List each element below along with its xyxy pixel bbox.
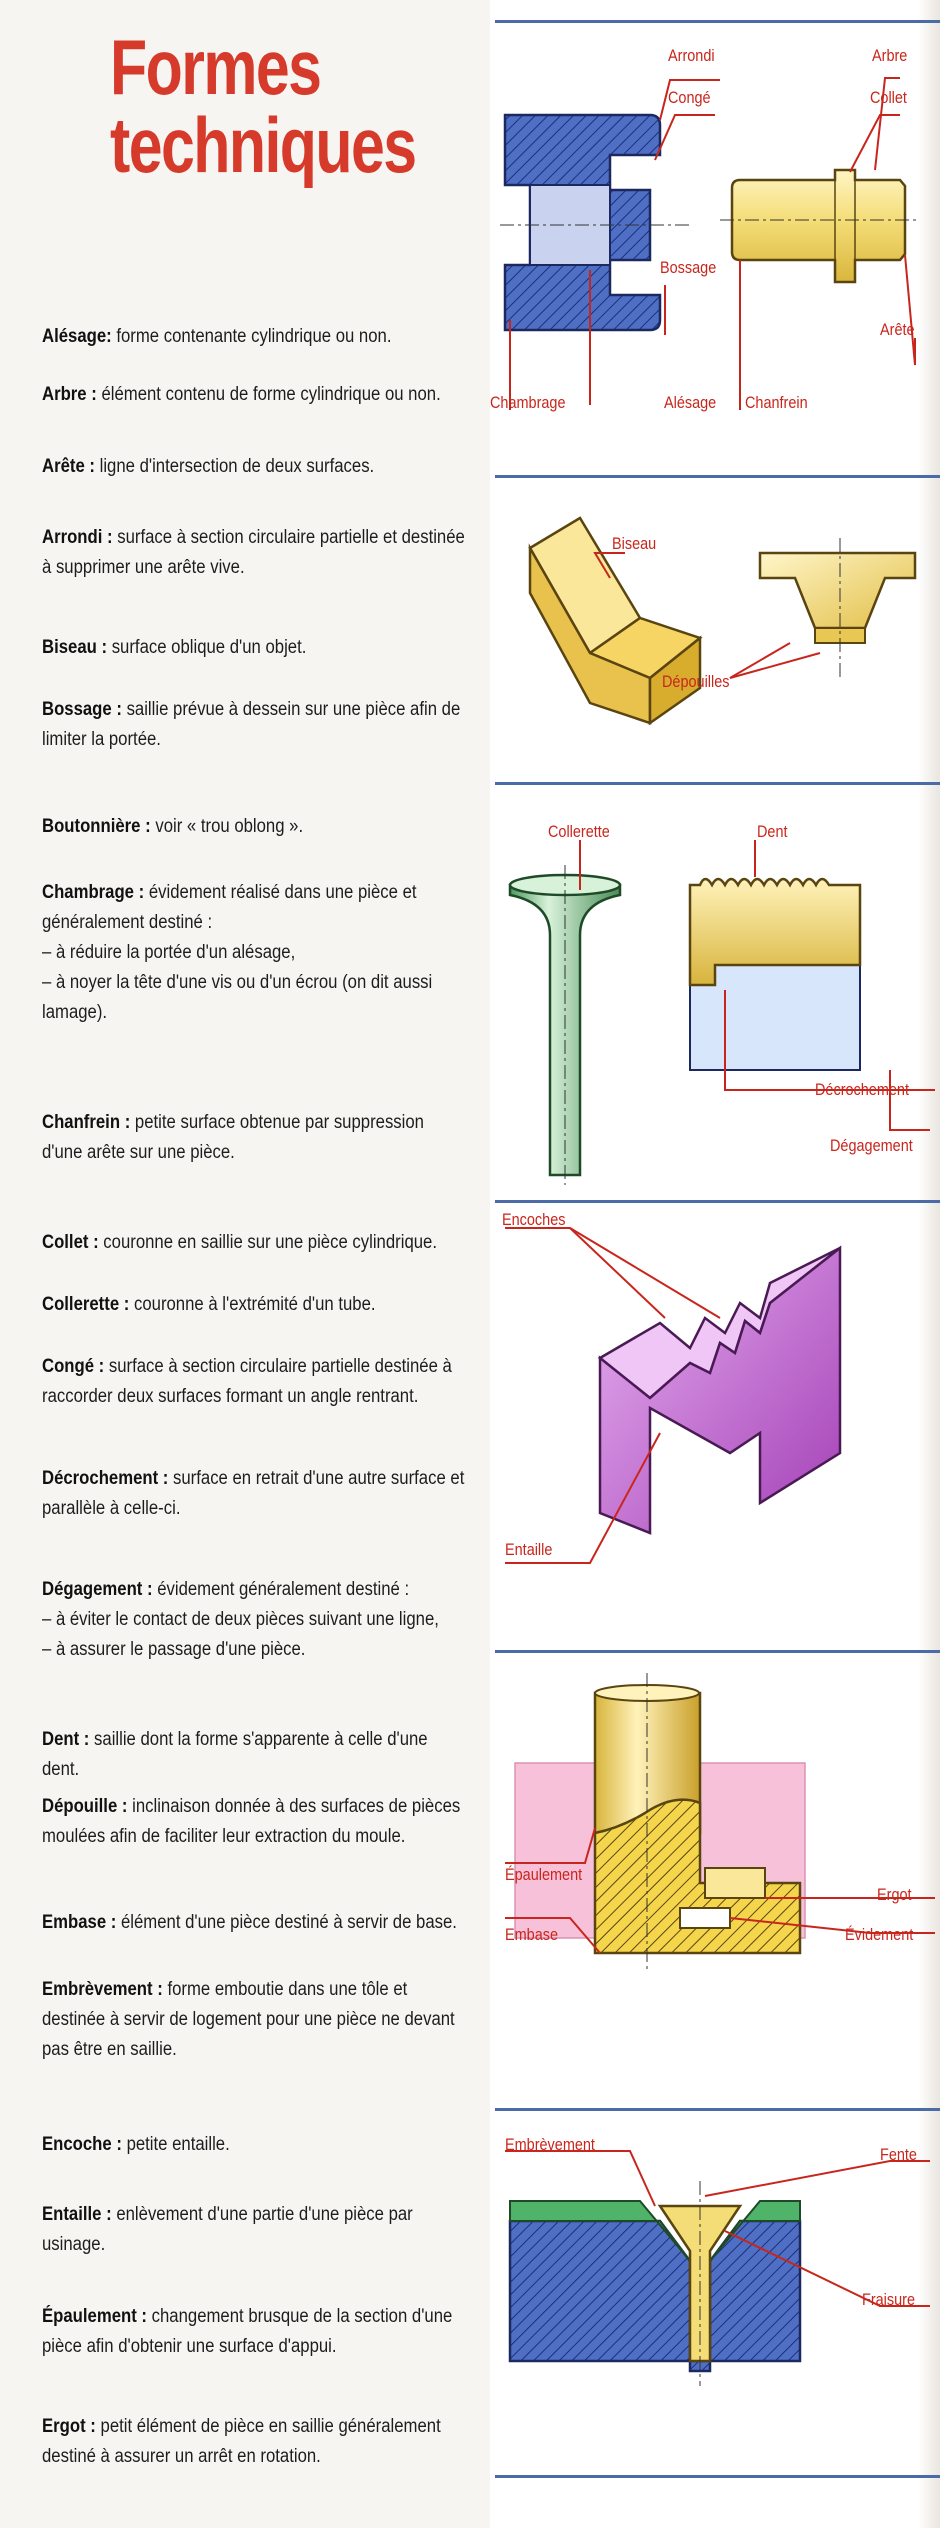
- definition-depouille: Dépouille : inclinaison donnée à des surfaces de pièces moulées afin de faciliter leur extraction du moule.: [42, 1796, 461, 1847]
- figure-biseau-depouilles: [490, 478, 940, 782]
- separator: [495, 2475, 940, 2478]
- label-decrochement: Décrochement: [815, 1080, 909, 1099]
- label-collet: Collet: [870, 88, 907, 107]
- label-chanfrein: Chanfrein: [745, 393, 808, 412]
- label-degagement: Dégagement: [830, 1136, 913, 1155]
- label-ergot: Ergot: [877, 1885, 912, 1904]
- label-depouilles: Dépouilles: [662, 672, 730, 691]
- title-line-2: techniques: [110, 101, 416, 189]
- definition-epaulement: Épaulement : changement brusque de la section d'une pièce afin d'obtenir une surface d'appui.: [42, 2306, 453, 2357]
- label-biseau: Biseau: [612, 534, 657, 553]
- label-embrevement: Embrèvement: [505, 2135, 595, 2154]
- label-evidement: Évidement: [845, 1925, 914, 1944]
- definition-arete: Arête : ligne d'intersection de deux surfaces.: [42, 456, 375, 477]
- label-dent: Dent: [757, 822, 788, 841]
- definition-encoche: Encoche : petite entaille.: [42, 2134, 230, 2155]
- label-alesage: Alésage: [664, 393, 717, 412]
- label-chambrage: Chambrage: [490, 393, 566, 412]
- label-arete: Arête: [880, 320, 915, 339]
- shaft-shape: [732, 170, 905, 282]
- definition-chanfrein: Chanfrein : petite surface obtenue par suppression d'une arête sur une pièce.: [42, 1112, 424, 1163]
- label-fraisure: Fraisure: [862, 2290, 916, 2309]
- blue-block-shape: [510, 2221, 800, 2371]
- drafted-part-shape: [760, 553, 915, 628]
- title-line-1: Formes: [110, 23, 321, 111]
- definition-dent: Dent : saillie dont la forme s'apparente à celle d'une dent.: [42, 1729, 428, 1780]
- definition-chambrage: Chambrage : évidement réalisé dans une pièce et généralement destiné : – à réduire la portée d'un alésage, – à noyer la tête d'une vis ou d'un écrou (on dit aussi lamage).: [42, 882, 433, 1023]
- label-arrondi: Arrondi: [668, 46, 715, 65]
- label-collerette: Collerette: [548, 822, 610, 841]
- definition-ergot: Ergot : petit élément de pièce en saillie généralement destiné à assurer un arrêt en rotation.: [42, 2416, 441, 2467]
- page-title: [110, 23, 416, 189]
- definition-collet: Collet : couronne en saillie sur une pièce cylindrique.: [42, 1232, 437, 1253]
- label-embase: Embase: [505, 1925, 559, 1944]
- definition-conge: Congé : surface à section circulaire partielle destinée à raccorder deux surfaces formant un angle rentrant.: [42, 1356, 452, 1407]
- definition-decrochement: Décrochement : surface en retrait d'une autre surface et parallèle à celle-ci.: [42, 1468, 465, 1519]
- definition-collerette: Collerette : couronne à l'extrémité d'un tube.: [42, 1294, 376, 1315]
- definition-arbre: Arbre : élément contenu de forme cylindrique ou non.: [42, 384, 441, 405]
- definition-embase: Embase : élément d'une pièce destiné à servir de base.: [42, 1912, 457, 1933]
- definition-boutonniere: Boutonnière : voir « trou oblong ».: [42, 816, 304, 837]
- definition-biseau: Biseau : surface oblique d'un objet.: [42, 637, 307, 658]
- label-bossage: Bossage: [660, 258, 717, 277]
- definition-alesage: Alésage: forme contenante cylindrique ou non.: [42, 326, 392, 347]
- definition-bossage: Bossage : saillie prévue à dessein sur une pièce afin de limiter la portée.: [42, 699, 461, 750]
- definition-entaille: Entaille : enlèvement d'une partie d'une pièce par usinage.: [42, 2204, 413, 2255]
- definition-embrevement: Embrèvement : forme emboutie dans une tôle et destinée à servir de logement pour une pièce ne devant pas être en saillie.: [42, 1979, 455, 2060]
- label-encoches: Encoches: [502, 1210, 566, 1229]
- figure-encoches-entaille: [490, 1203, 940, 1650]
- label-entaille: Entaille: [505, 1540, 553, 1559]
- definition-degagement: Dégagement : évidement généralement destiné : – à éviter le contact de deux pièces suivant une ligne, – à assurer le passage d'une pièce.: [42, 1579, 439, 1660]
- label-conge: Congé: [668, 88, 711, 107]
- label-fente: Fente: [880, 2145, 917, 2164]
- definition-arrondi: Arrondi : surface à section circulaire partielle et destinée à supprimer une arête vive.: [42, 527, 465, 578]
- label-epaulement: Épaulement: [505, 1865, 583, 1884]
- label-arbre: Arbre: [872, 46, 908, 65]
